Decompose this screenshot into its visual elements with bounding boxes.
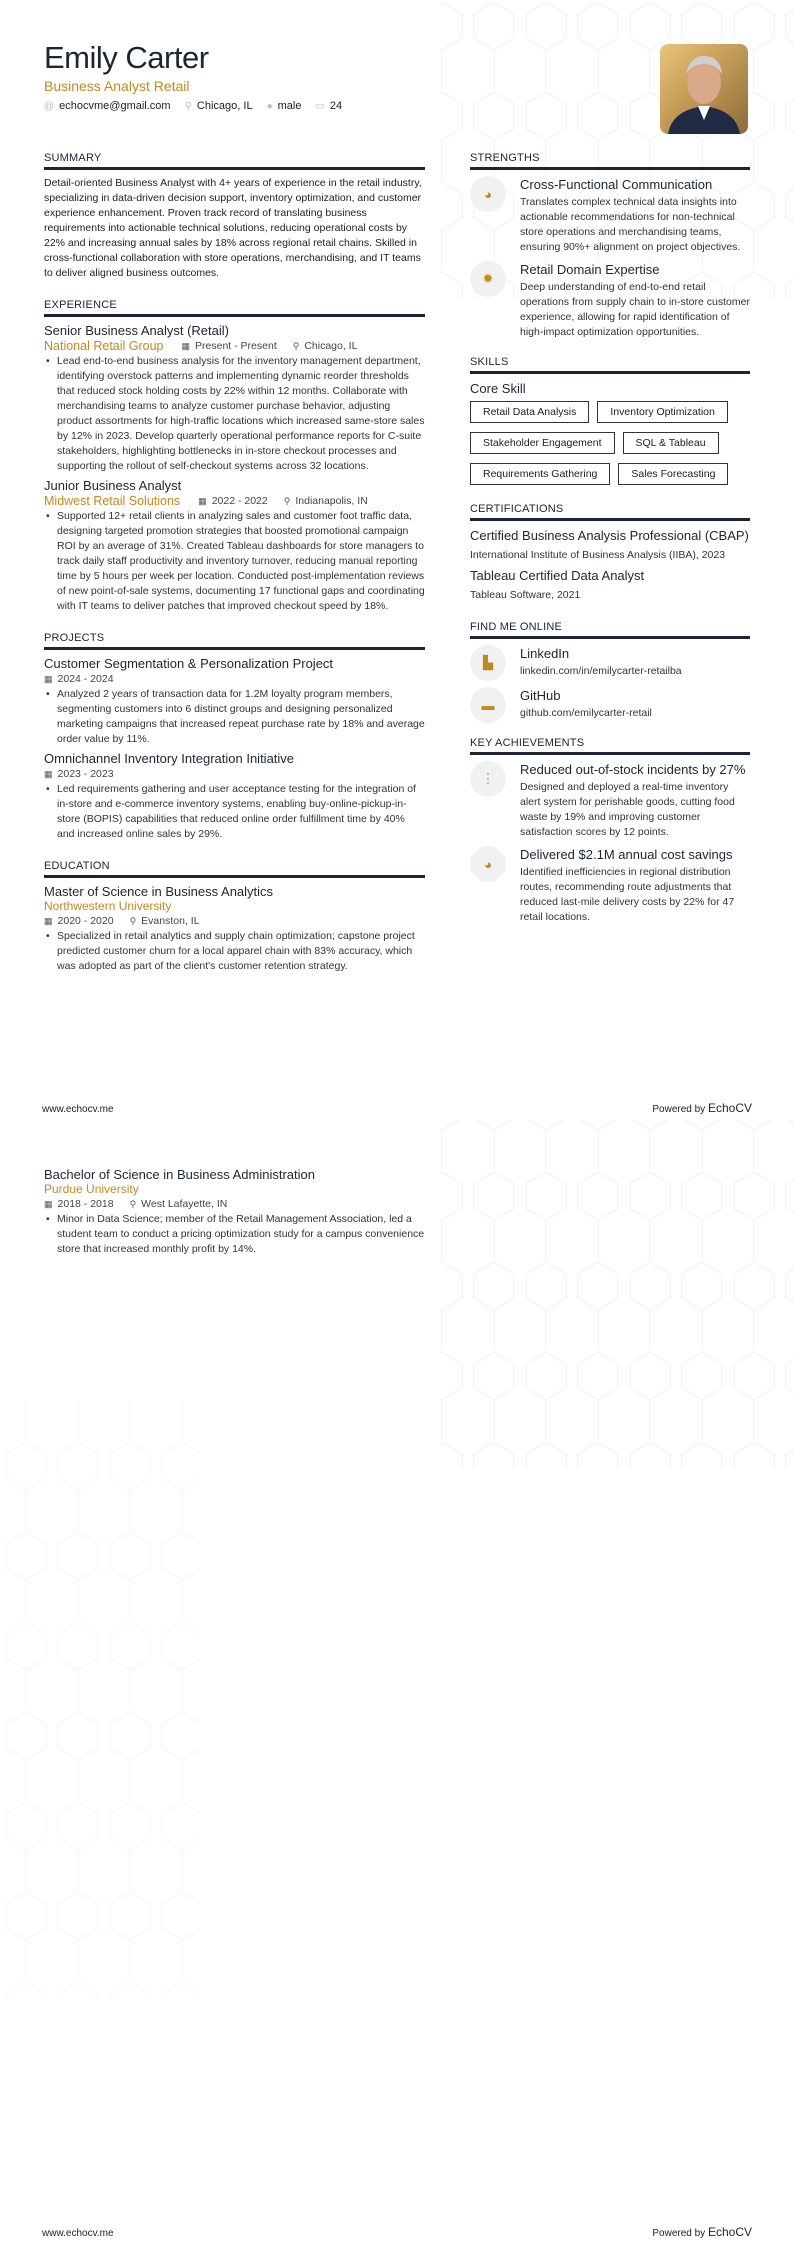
education-item: [44, 884, 425, 974]
footer-powered: Powered by EchoCV: [652, 1101, 752, 1115]
footer-site[interactable]: www.echocv.me: [42, 1104, 114, 1115]
experience-item: [44, 323, 425, 474]
section-heading: KEY ACHIEVEMENTS: [470, 737, 750, 755]
section-heading: FIND ME ONLINE: [470, 621, 750, 639]
degree: Bachelor of Science in Business Administration: [44, 1167, 315, 1182]
section-heading: PROJECTS: [44, 632, 425, 650]
cert-title: Certified Business Analysis Professional (CBAP): [470, 528, 749, 543]
experience-section: [44, 299, 425, 614]
dates: ▦ 2018 - 2018: [44, 1198, 114, 1210]
skill-group: Core Skill: [470, 381, 526, 396]
achievement-title: Reduced out-of-stock incidents by 27%: [520, 762, 746, 777]
company: National Retail Group: [44, 339, 164, 353]
map-pin-icon: ⚲: [184, 101, 192, 112]
profile-photo: [660, 44, 748, 134]
section-heading: SUMMARY: [44, 152, 425, 170]
location: ⚲ Chicago, IL: [184, 100, 253, 112]
skill-tag: Requirements Gathering: [470, 463, 610, 485]
skill-tag: Sales Forecasting: [618, 463, 728, 485]
strength-item: [470, 261, 750, 340]
achievement-desc: Designed and deployed a real-time inventory alert system for perishable goods, cutting food waste by 19% and improving customer satisfaction scores by 12 points.: [520, 781, 735, 838]
education-continued: [44, 1165, 425, 1257]
gender: ● male: [266, 100, 302, 112]
left-column: [44, 152, 425, 974]
section-heading: EXPERIENCE: [44, 299, 425, 317]
job-title: Senior Business Analyst (Retail): [44, 323, 229, 338]
section-heading: EDUCATION: [44, 860, 425, 878]
strength-title: Retail Domain Expertise: [520, 262, 660, 277]
bullet: • Specialized in retail analytics and supply chain optimization; capstone project predicted customer churn for a local apparel chain with 83% accuracy, which was adopted as part of the client's customer retention strategy.: [44, 929, 425, 974]
dates: ▦ 2023 - 2023: [44, 768, 114, 780]
link-title: LinkedIn: [520, 646, 570, 661]
skills-section: [470, 356, 750, 485]
map-pin-icon: ⚲: [129, 916, 137, 926]
strength-desc: Deep understanding of end-to-end retail operations from supply chain to in-store customer experience, allowing for rapid identification of high-impact optimization opportunities.: [520, 281, 750, 338]
online-link[interactable]: [470, 687, 750, 723]
bullet: • Supported 12+ retail clients in analyzing sales and customer foot traffic data, designing targeted promotion strategies that boosted promotional campaign ROI by an average of 31%. Created Tableau dashboards for store managers to track daily staff productivity and inventory turnover, reducing manual reporting time by 5 hours per week per location. Conducted post-implementation reviews of new point-of-sale systems, documenting 17 functional gaps and coordinating with IT teams to deliver patches that improved checkout speed by 18%.: [44, 509, 425, 614]
user-icon: ●: [266, 101, 273, 112]
achievements-section: [470, 737, 750, 925]
calendar-icon: ▦: [44, 674, 53, 684]
experience-item: [44, 478, 425, 614]
skill-tag: Inventory Optimization: [597, 401, 727, 423]
candidate-role: Business Analyst Retail: [44, 78, 190, 94]
location: ⚲ Chicago, IL: [292, 340, 358, 352]
footer-powered: Powered by EchoCV: [652, 2225, 752, 2239]
map-pin-icon: ⚲: [129, 1199, 137, 1209]
achievement-title: Delivered $2.1M annual cost savings: [520, 847, 733, 862]
certifications-section: [470, 503, 750, 603]
section-heading: SKILLS: [470, 356, 750, 374]
summary-text: Detail-oriented Business Analyst with 4+ years of experience in the retail industry, specializing in data-driven decision support, inventory optimization, and customer experience enhancement. Proven track record of translating business requirements into actionable technical solutions, reducing operational costs by 22% and increasing annual sales by 18% across regional retail chains. Skilled in cross-functional collaboration with store operations, merchandising, and IT teams to deliver aligned business outcomes.: [44, 177, 422, 279]
age: ▭ 24: [315, 100, 343, 112]
achievement-desc: Identified inefficiencies in regional distribution routes, recommending route adjustments that reduced last-mile delivery costs by 22% for 47 retail locations.: [520, 866, 735, 923]
achievement-item: [470, 761, 750, 840]
link-url[interactable]: linkedin.com/in/emilycarter-retailba: [520, 665, 682, 677]
footer-site[interactable]: www.echocv.me: [42, 2228, 114, 2239]
gear-icon: ✹: [470, 261, 506, 297]
chat-bubble-icon: ▬: [470, 687, 506, 723]
location: ⚲ Indianapolis, IN: [283, 495, 368, 507]
dates: ▦ Present - Present: [181, 340, 277, 352]
email[interactable]: @ echocvme@gmail.com: [44, 100, 171, 112]
skill-tag: SQL & Tableau: [623, 432, 719, 454]
location: ⚲ West Lafayette, IN: [129, 1198, 228, 1210]
map-pin-icon: ⚲: [283, 496, 291, 506]
location: ⚲ Evanston, IL: [129, 915, 200, 927]
section-heading: CERTIFICATIONS: [470, 503, 750, 521]
calendar-icon: ▦: [181, 341, 191, 351]
pie-chart-icon: ◕: [470, 176, 506, 212]
bullet: • Minor in Data Science; member of the Retail Management Association, led a student team to conduct a pricing optimization study for a campus convenience store that increased monthly profit by 14%.: [44, 1212, 425, 1257]
project-item: [44, 656, 425, 747]
strength-item: [470, 176, 750, 255]
achievement-item: [470, 846, 750, 925]
online-section: [470, 621, 750, 723]
pie-chart-icon: ◕: [470, 846, 506, 882]
dates: ▦ 2020 - 2020: [44, 915, 114, 927]
echocv-logo[interactable]: EchoCV: [707, 2225, 752, 2239]
company: Midwest Retail Solutions: [44, 494, 181, 508]
echocv-logo[interactable]: EchoCV: [707, 1101, 752, 1115]
skill-tag: Stakeholder Engagement: [470, 432, 615, 454]
bullet: • Lead end-to-end business analysis for the inventory management department, identifying overstock patterns and implementing dynamic reorder thresholds that reduced stock holding costs by 22% within 12 months. Collaborate with merchandising teams to analyze customer purchase behavior, adjusting product assortments for high-traffic locations which increased same-store sales by 12% in 2023. Develop quarterly operational performance reports for C-suite stakeholders, highlighting bottlenecks in in-store checkout processes and supporting the rollout of self-checkout systems across 32 locations.: [44, 354, 425, 474]
summary-section: [44, 152, 425, 281]
project-item: [44, 751, 425, 842]
project-title: Omnichannel Inventory Integration Initiative: [44, 751, 295, 766]
link-title: GitHub: [520, 688, 561, 703]
school: Purdue University: [44, 1182, 139, 1196]
bullet: • Led requirements gathering and user acceptance testing for the integration of in-store and e-commerce inventory systems, enabling buy-online-pickup-in-store (BOPIS) capabilities that reduced online order fulfillment time by 40% and increased online sales by 29%.: [44, 782, 425, 842]
dots-icon: ⋮: [470, 761, 506, 797]
projects-section: [44, 632, 425, 842]
job-title: Junior Business Analyst: [44, 478, 182, 493]
link-url[interactable]: github.com/emilycarter-retail: [520, 707, 652, 719]
calendar-icon: ▦: [198, 496, 207, 506]
strength-desc: Translates complex technical data insights into actionable recommendations for non-technical store operations and merchandising teams, ensuring 90%+ alignment on project objectives.: [520, 196, 741, 253]
at-icon: @: [44, 101, 55, 112]
map-pin-icon: ⚲: [292, 341, 300, 351]
skill-tags: [470, 401, 750, 485]
education-item: [44, 1167, 425, 1257]
dates: ▦ 2024 - 2024: [44, 673, 114, 685]
project-title: Customer Segmentation & Personalization Project: [44, 656, 334, 671]
strengths-section: [470, 152, 750, 340]
calendar-icon: ▦: [44, 1199, 53, 1209]
calendar-icon: ▦: [44, 916, 53, 926]
document-icon: ▙: [470, 645, 506, 681]
right-column: [470, 152, 750, 931]
cert-issuer: Tableau Software, 2021: [470, 589, 581, 601]
section-heading: STRENGTHS: [470, 152, 750, 170]
skill-tag: Retail Data Analysis: [470, 401, 589, 423]
strength-title: Cross-Functional Communication: [520, 177, 713, 192]
degree: Master of Science in Business Analytics: [44, 884, 274, 899]
school: Northwestern University: [44, 899, 172, 913]
contact-info: [44, 100, 342, 112]
education-section: [44, 860, 425, 974]
calendar-icon: ▭: [315, 101, 325, 112]
online-link[interactable]: [470, 645, 750, 681]
cert-issuer: International Institute of Business Analysis (IIBA), 2023: [470, 549, 726, 561]
bullet: • Analyzed 2 years of transaction data for 1.2M loyalty program members, segmenting customers into 6 distinct groups and designing personalized marketing campaigns that increased repeat purchase rate by 18% and average order value by 11%.: [44, 687, 425, 747]
candidate-name: Emily Carter: [44, 40, 209, 75]
cert-title: Tableau Certified Data Analyst: [470, 568, 645, 583]
calendar-icon: ▦: [44, 769, 53, 779]
dates: ▦ 2022 - 2022: [198, 495, 268, 507]
